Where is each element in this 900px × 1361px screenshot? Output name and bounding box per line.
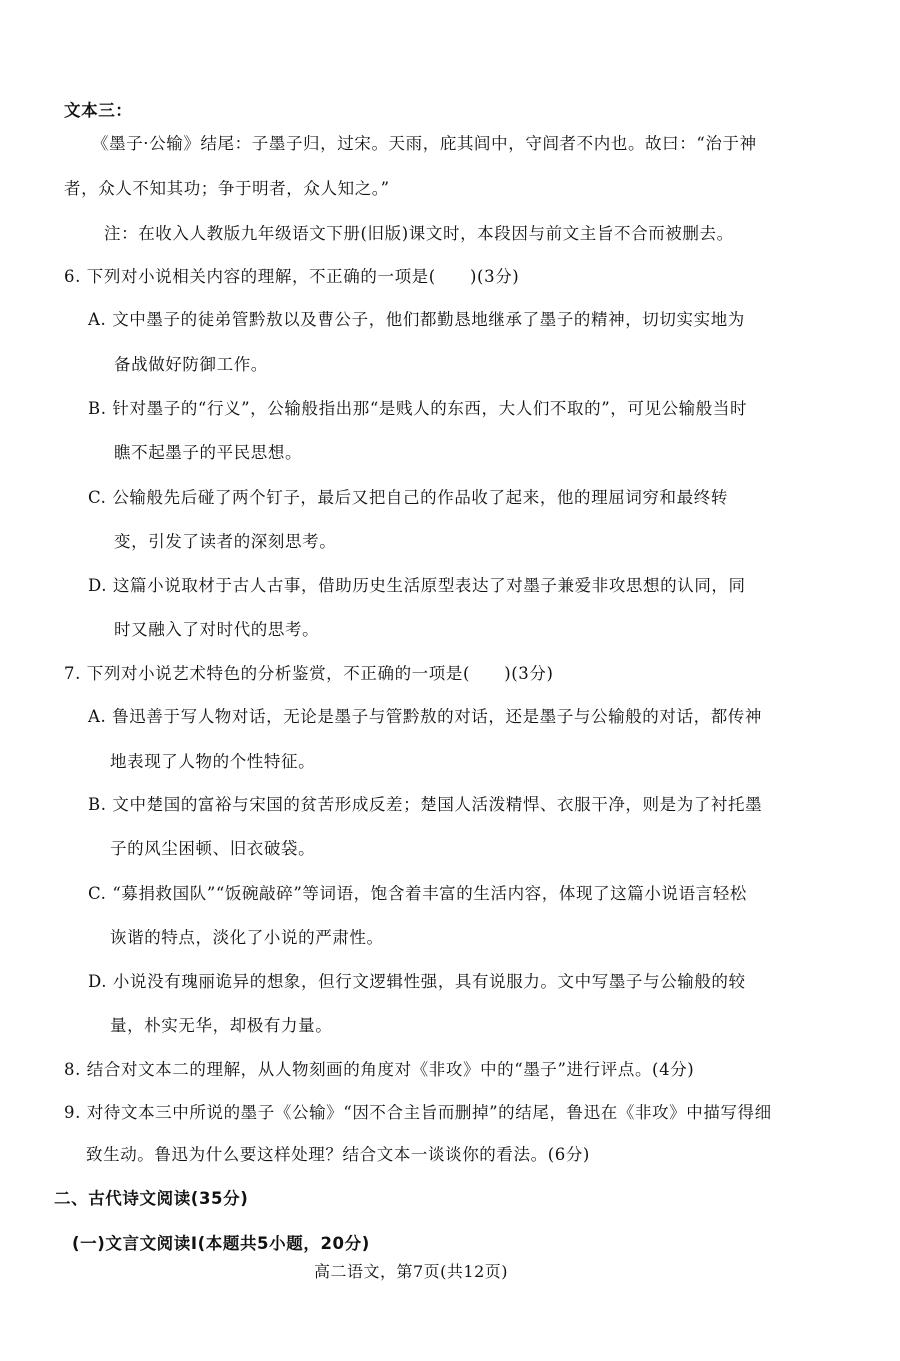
text-three-passage-line-2: 者，众人不知其功；争于明者，众人知之。” [64, 179, 390, 198]
question-6-option-c-line-2: 变，引发了读者的深刻思考。 [114, 532, 337, 551]
question-7-option-d-line-2: 量，朴实无华，却极有力量。 [110, 1016, 333, 1035]
question-6-option-d-line-1: D. 这篇小说取材于古人古事，借助历史生活原型表达了对墨子兼爱非攻思想的认同，同 [88, 576, 746, 595]
question-9-stem-line-1: 9. 对待文本三中所说的墨子《公输》“因不合主旨而删掉”的结尾，鲁迅在《非攻》中描写得细 [64, 1103, 772, 1122]
question-7-option-c-line-1: C. “募捐救国队”“饭碗敲碎”等词语，饱含着丰富的生活内容，体现了这篇小说语言轻松 [88, 884, 747, 903]
question-6-option-b-line-1: B. 针对墨子的“行义”，公输般指出那“是贱人的东西，大人们不取的”，可见公输般当时 [88, 399, 748, 418]
page-footer: 高二语文，第7页(共12页) [314, 1262, 509, 1281]
section-two-heading: 二、古代诗文阅读(35分) [54, 1189, 249, 1208]
question-7-option-c-line-2: 诙谐的特点，淡化了小说的严肃性。 [110, 928, 384, 947]
text-three-heading: 文本三： [64, 101, 133, 120]
question-7-option-a-line-2: 地表现了人物的个性特征。 [110, 752, 316, 771]
question-9-stem-line-2: 致生动。鲁迅为什么要这样处理？结合文本一谈谈你的看法。(6分) [86, 1145, 590, 1164]
question-6-option-a-line-2: 备战做好防御工作。 [114, 355, 268, 374]
question-7-stem: 7. 下列对小说艺术特色的分析鉴赏，不正确的一项是( )(3分) [64, 664, 554, 683]
text-three-passage-line-1: 《墨子·公输》结尾：子墨子归，过宋。天雨，庇其闾中，守闾者不内也。故曰：“治于神 [92, 134, 757, 153]
question-8-stem: 8. 结合对文本二的理解，从人物刻画的角度对《非攻》中的“墨子”进行评点。(4分) [64, 1060, 695, 1079]
section-two-subheading: (一)文言文阅读Ⅰ(本题共5小题，20分) [72, 1234, 370, 1253]
question-7-option-b-line-2: 子的风尘困顿、旧衣破袋。 [110, 839, 316, 858]
question-6-option-a-line-1: A. 文中墨子的徒弟管黔敖以及曹公子，他们都勤恳地继承了墨子的精神，切切实实地为 [88, 310, 745, 329]
question-6-option-c-line-1: C. 公输般先后碰了两个钉子，最后又把自己的作品收了起来，他的理屈词穷和最终转 [88, 488, 728, 507]
question-7-option-a-line-1: A. 鲁迅善于写人物对话，无论是墨子与管黔敖的对话，还是墨子与公输般的对话，都传神 [88, 707, 763, 726]
question-6-option-b-line-2: 瞧不起墨子的平民思想。 [114, 443, 303, 462]
question-7-option-d-line-1: D. 小说没有瑰丽诡异的想象，但行文逻辑性强，具有说服力。文中写墨子与公输般的较 [88, 972, 746, 991]
question-6-stem: 6. 下列对小说相关内容的理解，不正确的一项是( )(3分) [64, 267, 520, 286]
text-three-note: 注：在收入人教版九年级语文下册(旧版)课文时，本段因与前文主旨不合而被删去。 [104, 224, 734, 243]
question-7-option-b-line-1: B. 文中楚国的富裕与宋国的贫苦形成反差；楚国人活泼精悍、衣服干净，则是为了衬托墨 [88, 795, 763, 814]
question-6-option-d-line-2: 时又融入了对时代的思考。 [114, 620, 320, 639]
